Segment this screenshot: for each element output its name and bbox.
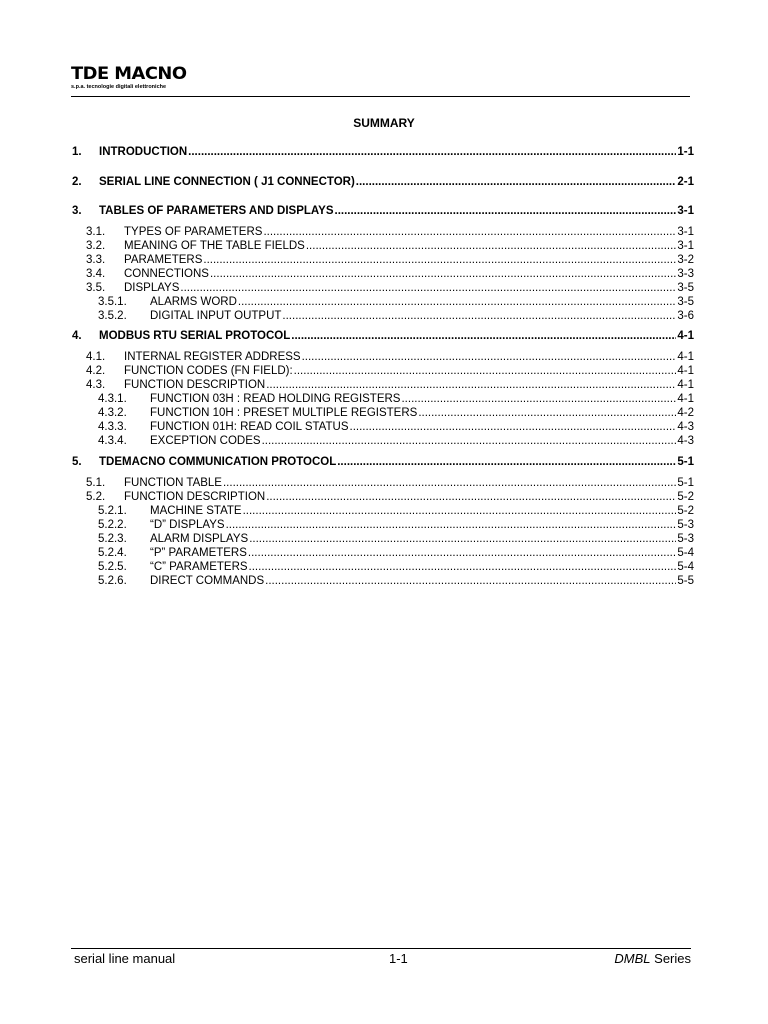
toc-entry-number: 3.4. <box>86 268 106 280</box>
toc-entry-page: 5-4 <box>677 561 694 573</box>
toc-entry-title: TABLES OF PARAMETERS AND DISPLAYS <box>99 205 334 217</box>
toc-entry-title: PARAMETERS <box>124 254 203 266</box>
toc-entry[interactable] <box>72 560 694 574</box>
toc-entry[interactable] <box>72 574 694 588</box>
toc-entry-title: MEANING OF THE TABLE FIELDS <box>124 240 305 252</box>
toc-entry[interactable] <box>72 174 694 190</box>
toc-entry-number: 2. <box>72 176 82 188</box>
toc-entry-page: 5-2 <box>677 491 694 503</box>
toc-entry-number: 5. <box>72 456 82 468</box>
toc-leader-dots <box>302 350 677 364</box>
toc-entry-number: 4. <box>72 330 82 342</box>
toc-entry-page: 4-1 <box>677 365 694 377</box>
toc-entry-title: TDEMACNO COMMUNICATION PROTOCOL <box>99 456 337 468</box>
toc-entry-number: 4.3.2. <box>98 407 127 419</box>
toc-leader-dots <box>262 434 677 448</box>
toc-entry[interactable] <box>72 434 694 448</box>
toc-entry[interactable] <box>72 420 694 434</box>
toc-entry-page: 4-1 <box>677 351 694 363</box>
toc-entry-title: ALARM DISPLAYS <box>150 533 249 545</box>
toc-entry-title: TYPES OF PARAMETERS <box>124 226 263 238</box>
toc-entry-page: 3-5 <box>677 296 694 308</box>
toc-entry-title: FUNCTION 01H: READ COIL STATUS <box>150 421 349 433</box>
toc-entry[interactable] <box>72 406 694 420</box>
toc-leader-dots <box>401 392 676 406</box>
toc-entry[interactable] <box>72 392 694 406</box>
toc-leader-dots <box>226 518 677 532</box>
toc-entry-number: 3. <box>72 205 82 217</box>
toc-entry-page: 4-3 <box>677 421 694 433</box>
toc-leader-dots <box>238 295 676 309</box>
toc-entry-number: 4.1. <box>86 351 106 363</box>
toc-entry-page: 3-3 <box>677 268 694 280</box>
toc-entry-number: 5.2.5. <box>98 561 127 573</box>
toc-leader-dots <box>418 406 676 420</box>
toc-entry[interactable] <box>72 295 694 309</box>
toc-entry-title: FUNCTION DESCRIPTION <box>124 491 266 503</box>
toc-entry-number: 3.5.1. <box>98 296 127 308</box>
toc-leader-dots <box>266 378 676 392</box>
toc-entry-page: 3-1 <box>677 240 694 252</box>
toc-entry-number: 3.5. <box>86 282 106 294</box>
toc-entry[interactable] <box>72 144 694 160</box>
toc-leader-dots <box>291 328 676 344</box>
logo-subtitle: s.p.a. tecnologie digitali elettroniche <box>71 84 167 90</box>
footer-manual-title: serial line manual <box>74 951 176 966</box>
toc-entry-number: 3.1. <box>86 226 106 238</box>
toc-entry-page: 4-1 <box>677 330 694 342</box>
toc-entry-number: 4.2. <box>86 365 106 377</box>
toc-leader-dots <box>356 174 677 190</box>
toc-entry-title: MACHINE STATE <box>150 505 242 517</box>
footer-series <box>614 951 691 966</box>
toc-entry-page: 3-1 <box>677 205 694 217</box>
toc-entry-page: 4-2 <box>677 407 694 419</box>
toc-entry-title: CONNECTIONS <box>124 268 209 280</box>
toc-entry[interactable] <box>72 239 694 253</box>
toc-leader-dots <box>350 420 677 434</box>
toc-entry-number: 4.3.3. <box>98 421 127 433</box>
toc-leader-dots <box>203 253 676 267</box>
toc-entry-title: “D” DISPLAYS <box>150 519 225 531</box>
toc-leader-dots <box>266 490 676 504</box>
toc-entry-page: 3-6 <box>677 310 694 322</box>
logo-text: TDE MACNO <box>71 64 187 84</box>
toc-entry[interactable] <box>72 203 694 219</box>
toc-entry-number: 4.3.1. <box>98 393 127 405</box>
toc-entry[interactable] <box>72 225 694 239</box>
toc-entry-title: FUNCTION DESCRIPTION <box>124 379 266 391</box>
toc-entry-title: FUNCTION 10H : PRESET MULTIPLE REGISTERS <box>150 407 418 419</box>
toc-entry-title: “C” PARAMETERS <box>150 561 248 573</box>
toc-entry-page: 2-1 <box>677 176 694 188</box>
toc-entry-page: 5-3 <box>677 533 694 545</box>
toc-entry[interactable] <box>72 518 694 532</box>
toc-entry-number: 3.3. <box>86 254 106 266</box>
toc-entry-title: DISPLAYS <box>124 282 180 294</box>
toc-entry[interactable] <box>72 253 694 267</box>
toc-entry[interactable] <box>72 350 694 364</box>
toc-entry-title: ALARMS WORD <box>150 296 237 308</box>
toc-entry-page: 4-3 <box>677 435 694 447</box>
toc-entry[interactable] <box>72 490 694 504</box>
toc-entry[interactable] <box>72 267 694 281</box>
toc-entry[interactable] <box>72 504 694 518</box>
toc-leader-dots <box>188 144 676 160</box>
toc-entry[interactable] <box>72 309 694 323</box>
toc-entry-number: 3.2. <box>86 240 106 252</box>
toc-entry[interactable] <box>72 476 694 490</box>
toc-entry-title: FUNCTION TABLE <box>124 477 222 489</box>
company-logo <box>71 64 187 90</box>
toc-leader-dots <box>180 281 676 295</box>
toc-entry-title: EXCEPTION CODES <box>150 435 261 447</box>
toc-entry-page: 4-1 <box>677 393 694 405</box>
toc-entry-number: 5.2.3. <box>98 533 127 545</box>
toc-leader-dots <box>265 574 676 588</box>
toc-leader-dots <box>306 239 677 253</box>
toc-entry-title: DIGITAL INPUT OUTPUT <box>150 310 282 322</box>
toc-leader-dots <box>337 454 676 470</box>
toc-entry-title: “P” PARAMETERS <box>150 547 247 559</box>
toc-entry-page: 4-1 <box>677 379 694 391</box>
toc-entry-title: DIRECT COMMANDS <box>150 575 265 587</box>
toc-entry[interactable] <box>72 281 694 295</box>
toc-entry-title: FUNCTION 03H : READ HOLDING REGISTERS <box>150 393 401 405</box>
toc-entry-page: 5-3 <box>677 519 694 531</box>
toc-leader-dots <box>223 476 676 490</box>
toc-entry-page: 3-5 <box>677 282 694 294</box>
toc-entry-title: INTERNAL REGISTER ADDRESS <box>124 351 301 363</box>
toc-entry-number: 4.3.4. <box>98 435 127 447</box>
toc-entry-page: 5-2 <box>677 505 694 517</box>
toc-leader-dots <box>210 267 676 281</box>
toc-entry-page: 5-4 <box>677 547 694 559</box>
toc-leader-dots <box>243 504 677 518</box>
page-header <box>71 64 690 97</box>
toc-leader-dots <box>335 203 677 219</box>
footer-series-suffix: Series <box>650 951 691 966</box>
toc-leader-dots <box>263 225 676 239</box>
toc-entry-number: 4.3. <box>86 379 106 391</box>
toc-entry-title: INTRODUCTION <box>99 146 188 158</box>
toc-entry[interactable] <box>72 532 694 546</box>
toc-entry[interactable] <box>72 364 694 378</box>
page-footer <box>71 948 691 971</box>
toc-leader-dots <box>249 560 677 574</box>
toc-entry-number: 5.2.1. <box>98 505 127 517</box>
toc-leader-dots <box>249 532 676 546</box>
toc-leader-dots <box>294 364 677 378</box>
footer-series-name: DMBL <box>614 951 651 966</box>
toc-leader-dots <box>282 309 676 323</box>
toc-entry-number: 5.2.6. <box>98 575 127 587</box>
toc-entry-title: FUNCTION CODES (FN FIELD): <box>124 365 293 377</box>
toc-leader-dots <box>248 546 676 560</box>
toc-entry-page: 3-2 <box>677 254 694 266</box>
toc-entry-number: 3.5.2. <box>98 310 127 322</box>
toc-entry-page: 5-1 <box>677 477 694 489</box>
toc-entry-title: MODBUS RTU SERIAL PROTOCOL <box>99 330 291 342</box>
summary-title: SUMMARY <box>353 116 415 130</box>
toc-entry-page: 5-1 <box>677 456 694 468</box>
toc-entry-number: 5.2.4. <box>98 547 127 559</box>
toc-entry-page: 5-5 <box>677 575 694 587</box>
toc-entry-number: 5.2. <box>86 491 106 503</box>
toc-entry[interactable] <box>72 378 694 392</box>
toc-entry-page: 3-1 <box>677 226 694 238</box>
toc-entry-number: 5.2.2. <box>98 519 127 531</box>
toc-entry-number: 1. <box>72 146 82 158</box>
toc-entry-title: SERIAL LINE CONNECTION ( J1 CONNECTOR) <box>99 176 355 188</box>
toc-entry-number: 5.1. <box>86 477 106 489</box>
toc-entry[interactable] <box>72 328 694 344</box>
toc-entry-page: 1-1 <box>677 146 694 158</box>
toc-entry[interactable] <box>72 546 694 560</box>
footer-page-number: 1-1 <box>389 951 408 966</box>
toc-entry[interactable] <box>72 454 694 470</box>
